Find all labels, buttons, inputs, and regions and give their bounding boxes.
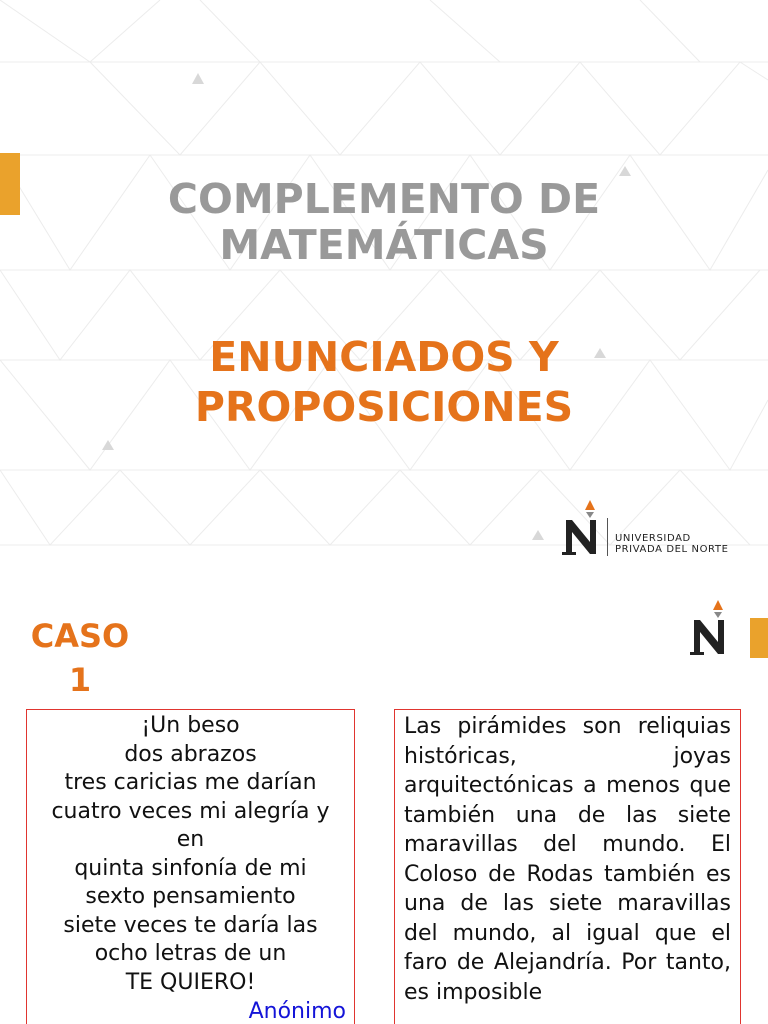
topic-title	[84, 332, 684, 432]
university-logo-icon	[688, 598, 732, 658]
poem-line: tres caricias me darían	[64, 770, 317, 795]
topic-title-line1: ENUNCIADOS Y	[209, 333, 559, 381]
logo-text-line1: UNIVERSIDAD	[615, 533, 691, 544]
poem-line: ocho letras de un	[94, 941, 287, 966]
poem-line: siete veces te daría las	[63, 912, 318, 938]
poem-box	[26, 709, 355, 1024]
logo-divider	[607, 518, 608, 556]
paragraph-box	[394, 709, 741, 1024]
poem-line: sexto pensamiento	[85, 884, 296, 909]
university-logo-icon	[560, 498, 604, 558]
poem-line: dos abrazos	[124, 741, 257, 767]
accent-bar	[750, 618, 768, 658]
content-slide	[0, 578, 768, 1024]
course-title-line1: COMPLEMENTO DE	[167, 175, 601, 223]
university-logo-text	[615, 533, 728, 555]
course-title-line2: MATEMÁTICAS	[219, 221, 549, 269]
poem-line: TE QUIERO!	[125, 969, 256, 995]
case-title-line1: CASO	[30, 617, 130, 655]
topic-title-line2: PROPOSICIONES	[194, 383, 574, 431]
logo-text-line2: PRIVADA DEL NORTE	[615, 544, 729, 555]
case-title-line2: 1	[68, 661, 92, 699]
poem-line: cuatro veces mi alegría y	[51, 798, 330, 824]
accent-bar	[0, 153, 20, 215]
poem-author: Anónimo	[248, 999, 346, 1024]
poem-line: quinta sinfonía de mi	[74, 855, 307, 881]
case-title	[22, 614, 138, 702]
poem-line: ¡Un beso	[141, 713, 240, 738]
poem-line: en	[176, 827, 205, 852]
course-title	[84, 176, 684, 268]
paragraph-text: Las pirámides son reliquias históricas, joyas arquitectónicas a menos que también una de las siete maravillas del mundo. El Coloso de Rodas también es una de las siete maravillas del mundo, al igual que el faro de Alejandría. Por tanto, es imposible	[404, 714, 731, 1005]
